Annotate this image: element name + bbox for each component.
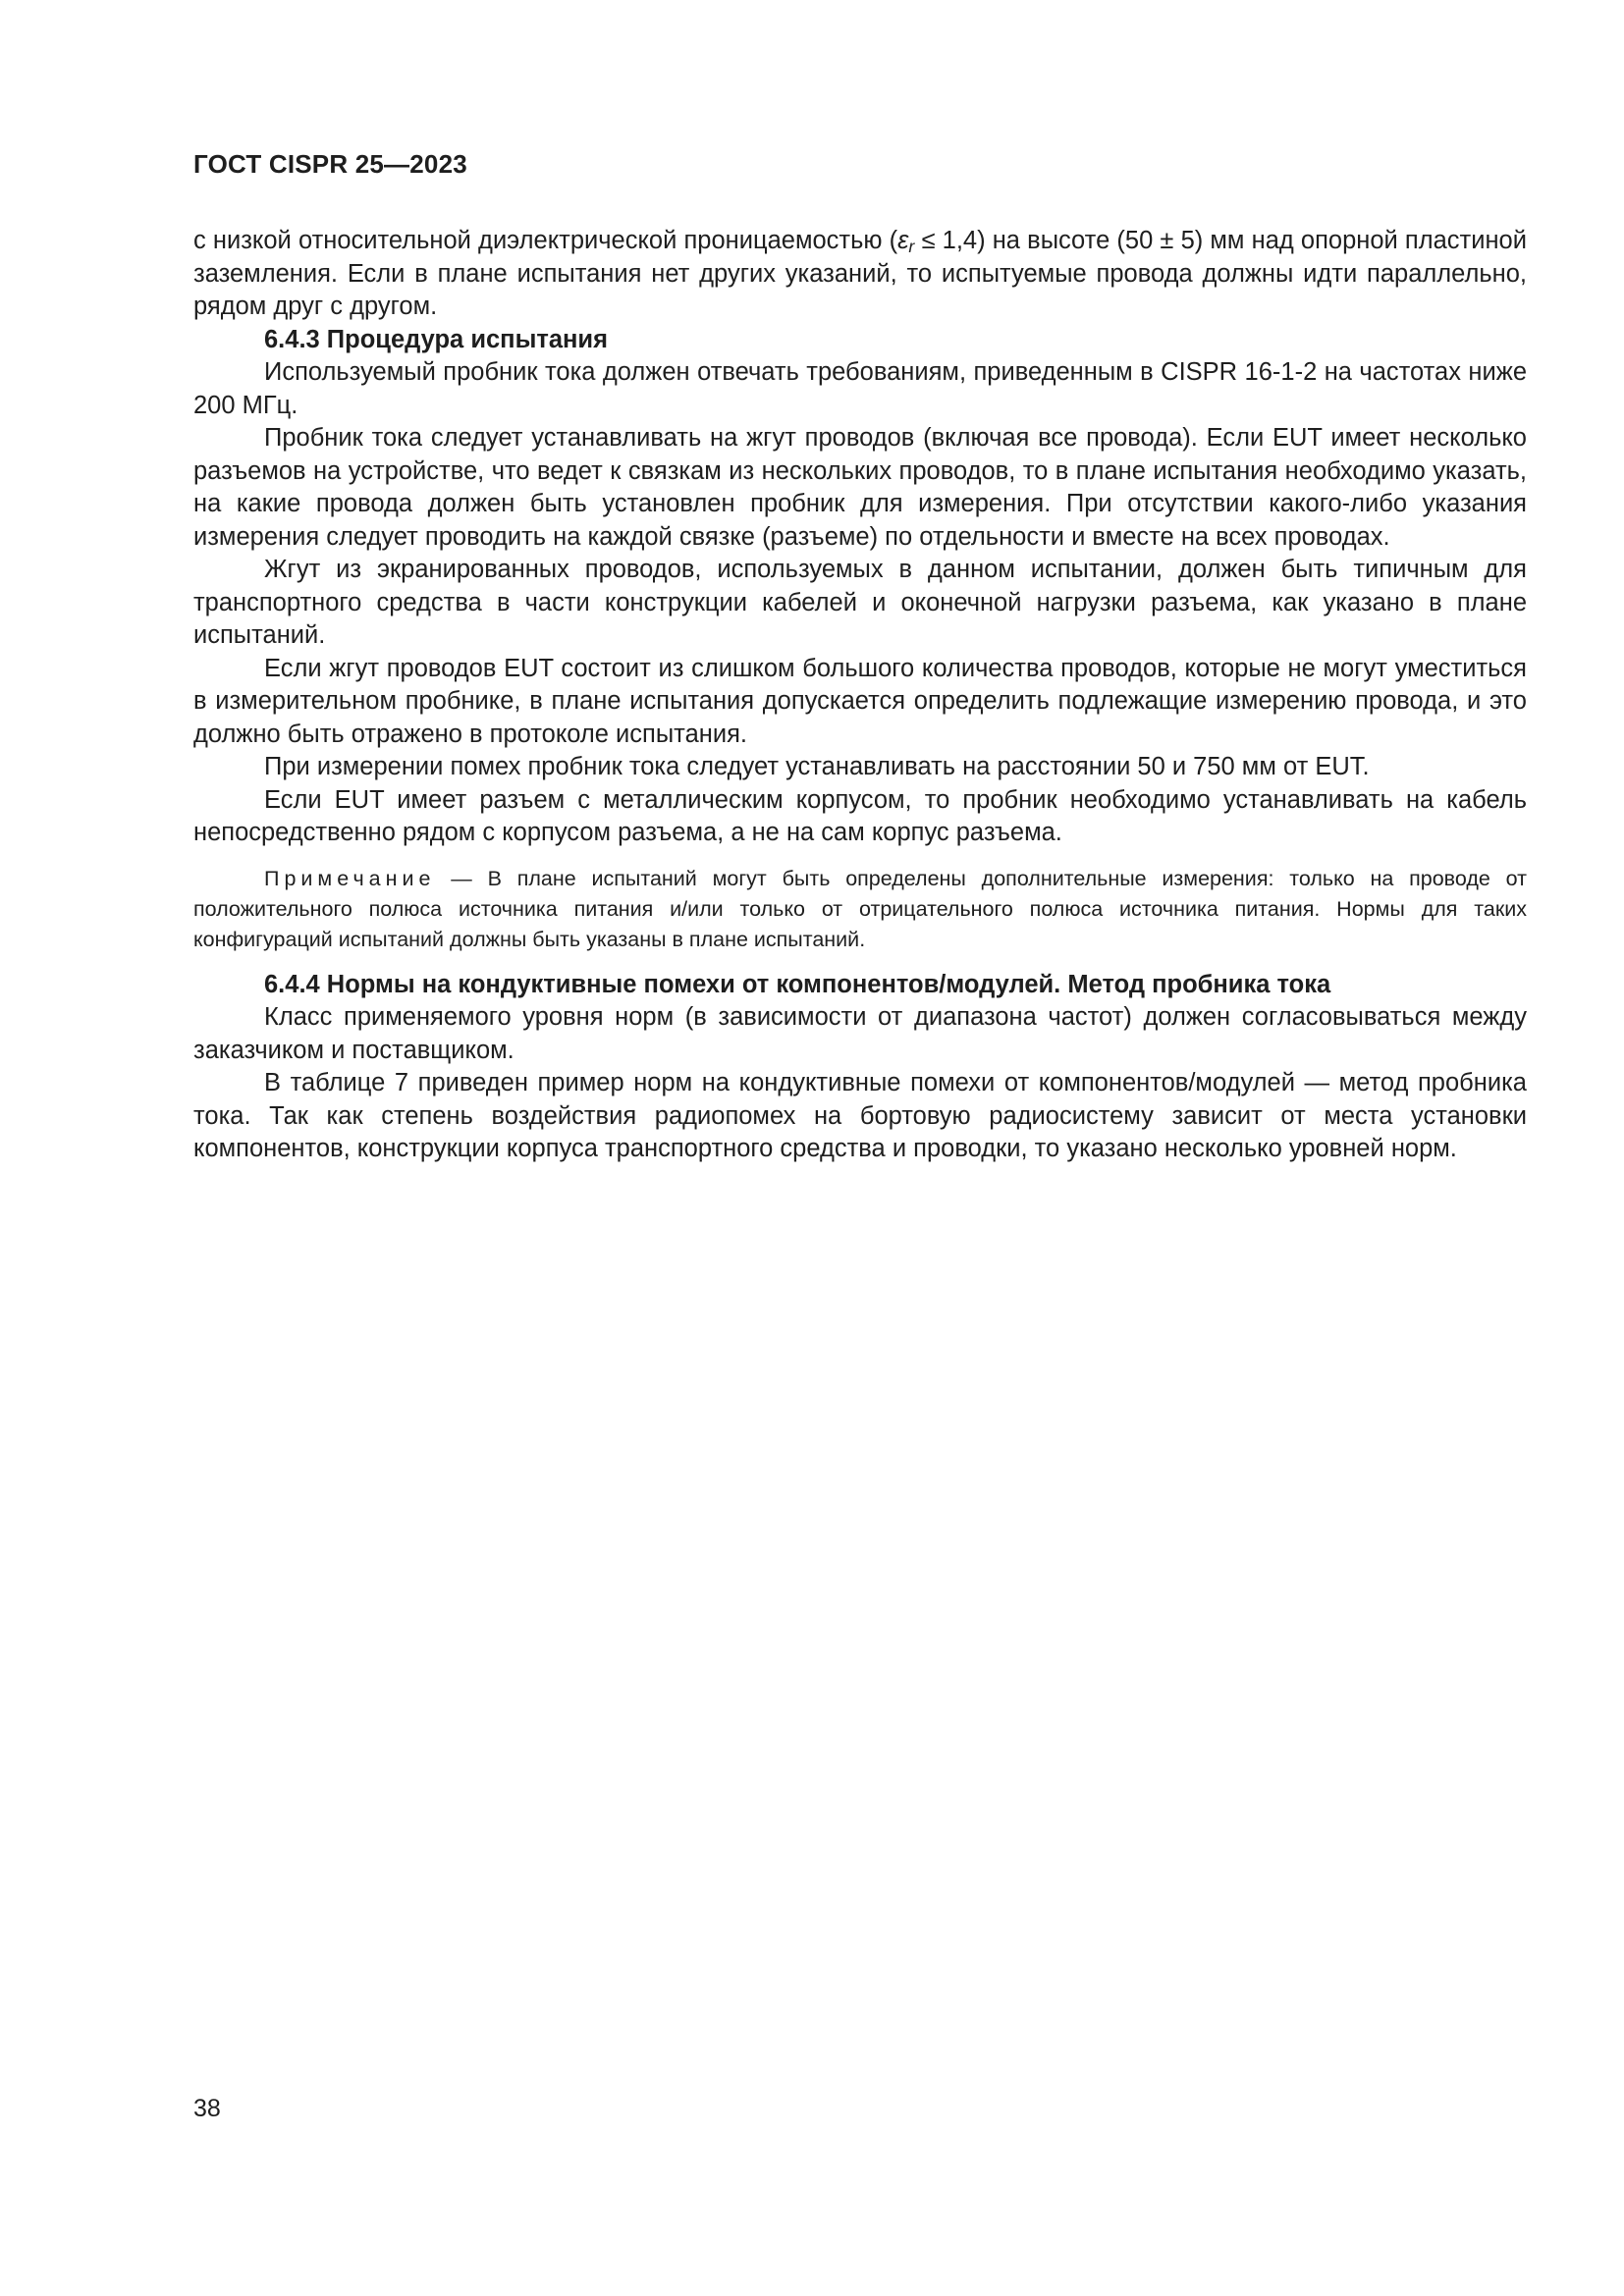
paragraph-6-4-3-5: При измерении помех пробник тока следует устанавливать на расстоянии 50 и 750 мм от EUT. bbox=[264, 753, 1370, 780]
paragraph-6-4-4-2: В таблице 7 приведен пример норм на кондуктивные помехи от компонентов/модулей — метод пробника тока. Так как степень воздействия радиопомех на бортовую радиосистему зависит от места установки компонентов, конструкции корпуса транспортного средства и проводки, то указано несколько уровней норм. bbox=[193, 1069, 1527, 1162]
paragraph-intro-before: с низкой относительной диэлектрической проницаемостью ( bbox=[193, 227, 898, 254]
paragraph-6-4-3-1: Используемый пробник тока должен отвечать требованиям, приведенным в CISPR 16-1-2 на частотах ниже 200 МГц. bbox=[193, 358, 1527, 419]
paragraph-intro bbox=[193, 225, 1527, 324]
note-text: — В плане испытаний могут быть определены дополнительные измерения: только на проводе от положительного полюса источника питания и/или только от отрицательного полюса источника питания. Нормы для таких конфигураций испытаний должны быть указаны в плане испытаний. bbox=[193, 866, 1527, 951]
paragraph-6-4-3-4: Если жгут проводов EUT состоит из слишком большого количества проводов, которые не могут уместиться в измерительном пробнике, в плане испытания допускается определить подлежащие измерению провода, и это должно быть отражено в протоколе испытания. bbox=[193, 654, 1527, 748]
page-number: 38 bbox=[193, 2095, 221, 2122]
paragraph-6-4-4-1: Класс применяемого уровня норм (в зависимости от диапазона частот) должен согласовываться между заказчиком и поставщиком. bbox=[193, 1003, 1527, 1064]
note-block bbox=[193, 864, 1527, 955]
document-header-code: ГОСТ CISPR 25—2023 bbox=[193, 149, 467, 179]
paragraph-6-4-3-3: Жгут из экранированных проводов, используемых в данном испытании, должен быть типичным для транспортного средства в части конструкции кабелей и оконечной нагрузки разъема, как указано в плане испытаний. bbox=[193, 556, 1527, 649]
section-6-4-4-title: 6.4.4 Нормы на кондуктивные помехи от компонентов/модулей. Метод пробника тока bbox=[264, 970, 1331, 998]
section-6-4-3-title: 6.4.3 Процедура испытания bbox=[264, 325, 608, 353]
permittivity-symbol bbox=[897, 227, 914, 254]
paragraph-6-4-3-6: Если EUT имеет разъем с металлическим корпусом, то пробник необходимо устанавливать на кабель непосредственно рядом с корпусом разъема, а не на сам корпус разъема. bbox=[193, 785, 1527, 846]
paragraph-6-4-3-2: Пробник тока следует устанавливать на жгут проводов (включая все провода). Если EUT имеет несколько разъемов на устройстве, что ведет к связкам из нескольких проводов, то в плане испытания необходимо указать, на какие провода должен быть установлен пробник для измерения. При отсутствии какого-либо указания измерения следует проводить на каждой связке (разъеме) по отдельности и вместе на всех проводах. bbox=[193, 424, 1527, 551]
document-body bbox=[193, 225, 1527, 1166]
permittivity-subscript: r bbox=[908, 237, 915, 256]
note-label: Примечание bbox=[264, 866, 436, 890]
permittivity-epsilon: ε bbox=[897, 227, 909, 254]
paragraph-intro-after: ≤ 1,4) на высоте (50 ± 5) мм над опорной пластиной заземления. Если в плане испытания нет других указаний, то испытуемые провода должны идти параллельно, рядом друг с другом. bbox=[193, 227, 1527, 320]
